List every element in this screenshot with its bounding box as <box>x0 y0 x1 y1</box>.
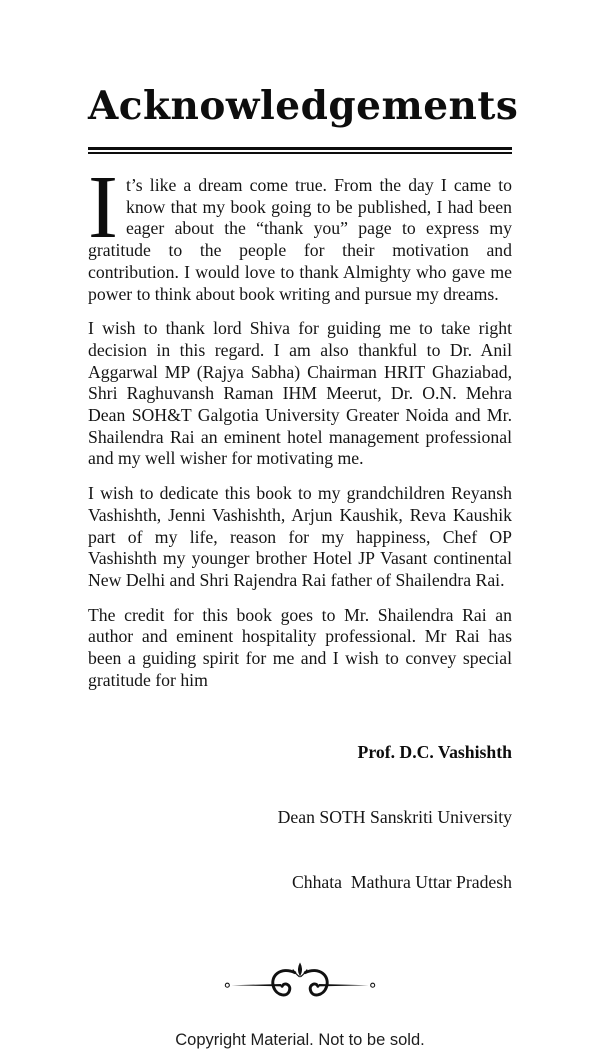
signature-name: Prof. D.C. Vashishth <box>357 741 512 762</box>
paragraph-dedication: I wish to dedicate this book to my grandchildren Reyansh Vashishth, Jenni Vashishth, Arjun Kaushik, Reva Kaushik part of my life, reason for my happiness, Chef OP Vashishth my younger brother Hotel JP Vasant continental New Delhi and Shri Rajendra Rai father of Shailendra Rai. <box>88 483 512 590</box>
paragraph-intro <box>88 158 512 305</box>
page-title: Acknowledgements <box>88 83 519 129</box>
drop-cap: I <box>88 158 118 257</box>
signature-block <box>88 698 512 937</box>
paragraph-thanks: I wish to thank lord Shiva for guiding me to take right decision in this regard. I am also thankful to Dr. Anil Aggarwal MP (Rajya Sabha) Chairman HRIT Ghaziabad, Shri Raghuvansh Raman IHM Meerut, Dr. O.N. Mehra Dean SOH&T Galgotia University Greater Noida and Mr. Shailendra Rai an eminent hotel management professional and my well wisher for motivating me. <box>88 318 512 469</box>
paragraph-intro-text: t’s like a dream come true. From the day I came to know that my book going to be published, I had been eager about the “thank you” page to express my gratitude to the people for their motivation and contribution. I would love to thank Almighty who gave me power to think about book writing and pursue my dreams. <box>88 175 512 304</box>
signature-location: Chhata Mathura Uttar Pradesh <box>291 872 512 893</box>
copyright-notice: Copyright Material. Not to be sold. <box>175 1031 425 1050</box>
signature-affiliation: Dean SOTH Sanskriti University <box>277 806 512 827</box>
title-divider <box>88 147 512 154</box>
paragraph-credit: The credit for this book goes to Mr. Shailendra Rai an author and eminent hospitality professional. Mr Rai has been a guiding spirit for me and I wish to convey special gratitude for him <box>88 604 512 690</box>
flourish-divider-icon <box>88 962 512 1005</box>
